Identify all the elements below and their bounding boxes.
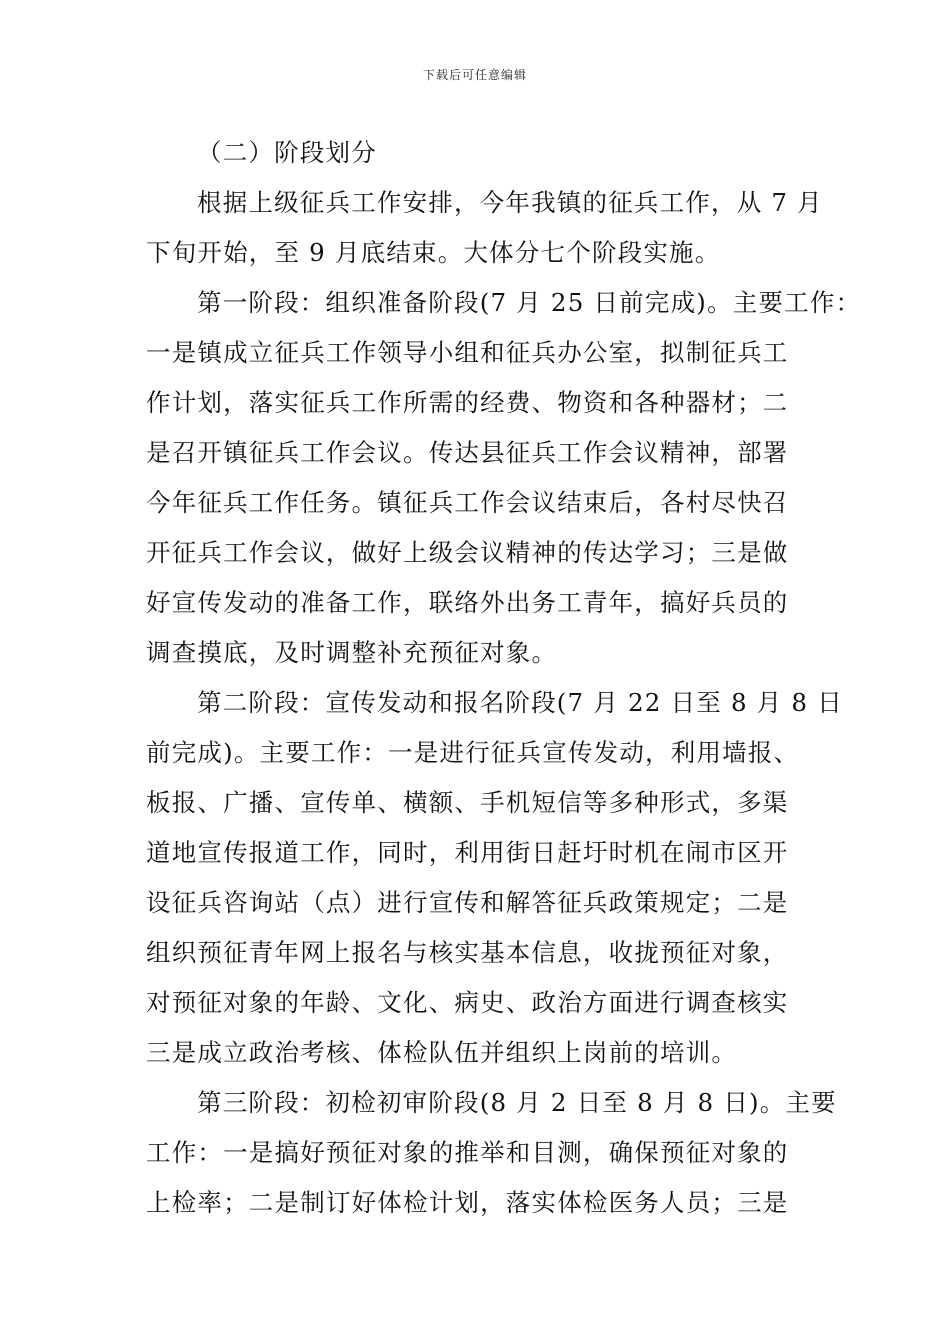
paragraph-line: 一是镇成立征兵工作领导小组和征兵办公室，拟制征兵工 — [146, 338, 789, 367]
paragraph-line: 作计划，落实征兵工作所需的经费、物资和各种器材；二 — [146, 388, 789, 417]
paragraph-line: 调查摸底，及时调整补充预征对象。 — [146, 638, 558, 667]
paragraph-line: 组织预征青年网上报名与核实基本信息，收拢预征对象， — [146, 938, 789, 967]
paragraph-line: 前完成)。主要工作：一是进行征兵宣传发动，利用墙报、 — [146, 738, 800, 767]
paragraph-line: 好宣传发动的准备工作，联络外出务工青年，搞好兵员的 — [146, 588, 789, 617]
section-heading: （二）阶段划分 — [197, 138, 377, 167]
paragraph-line: 第二阶段：宣传发动和报名阶段(7 月 22 日至 8 月 8 日 — [197, 688, 843, 717]
paragraph-line: 下旬开始，至 9 月底结束。大体分七个阶段实施。 — [146, 238, 721, 267]
paragraph-line: 设征兵咨询站（点）进行宣传和解答征兵政策规定；二是 — [146, 888, 789, 917]
paragraph-line: 工作：一是搞好预征对象的推举和目测，确保预征对象的 — [146, 1138, 789, 1167]
paragraph-line: 今年征兵工作任务。镇征兵工作会议结束后，各村尽快召 — [146, 488, 789, 517]
paragraph-line: 第一阶段：组织准备阶段(7 月 25 日前完成)。主要工作： — [197, 288, 862, 317]
paragraph-line: 上检率；二是制订好体检计划，落实体检医务人员；三是 — [146, 1188, 789, 1217]
paragraph-line: 是召开镇征兵工作会议。传达县征兵工作会议精神，部署 — [146, 438, 789, 467]
paragraph-line: 三是成立政治考核、体检队伍并组织上岗前的培训。 — [146, 1038, 738, 1067]
paragraph-line: 根据上级征兵工作安排，今年我镇的征兵工作，从 7 月 — [197, 188, 823, 217]
document-body — [146, 128, 862, 1228]
header-note: 下载后可任意编辑 — [422, 68, 527, 82]
paragraph-line: 第三阶段：初检初审阶段(8 月 2 日至 8 月 8 日)。主要 — [197, 1088, 837, 1117]
paragraph-line: 开征兵工作会议，做好上级会议精神的传达学习；三是做 — [146, 538, 789, 567]
paragraph-line: 道地宣传报道工作，同时，利用街日赶圩时机在闹市区开 — [146, 838, 789, 867]
paragraph-line: 对预征对象的年龄、文化、病史、政治方面进行调查核实 — [146, 988, 789, 1017]
paragraph-line: 板报、广播、宣传单、横额、手机短信等多种形式，多渠 — [146, 788, 789, 817]
